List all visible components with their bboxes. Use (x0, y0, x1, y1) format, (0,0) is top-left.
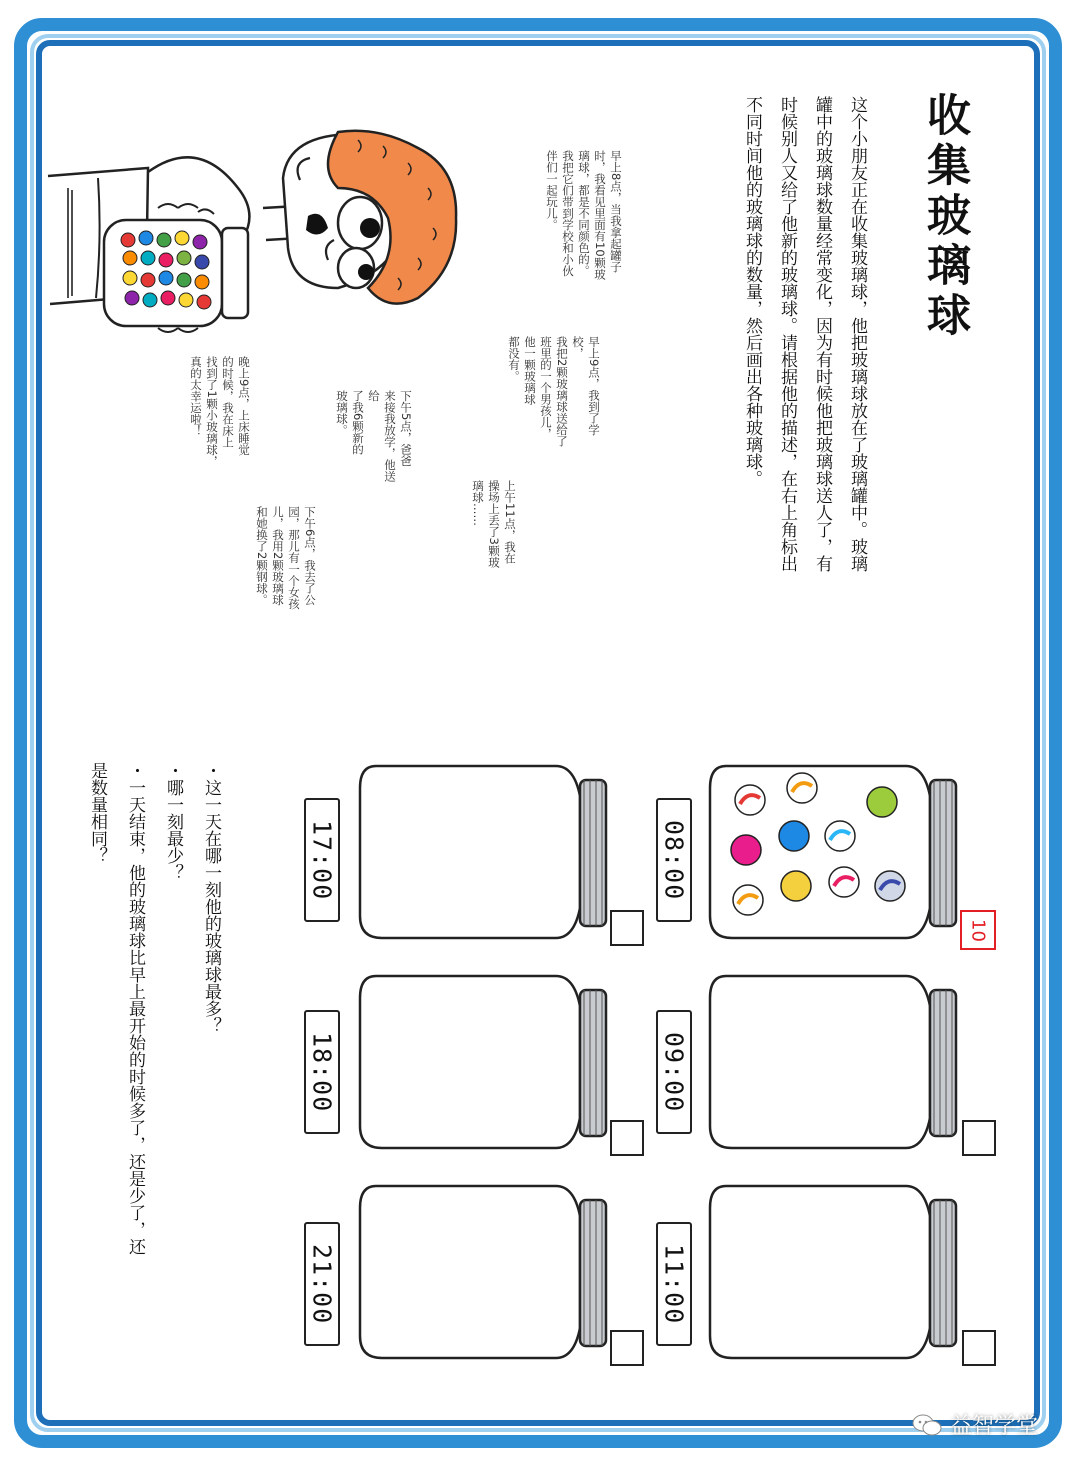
note-17: 下午5点，爸爸 来接我放学，他送给 了我6颗新的 玻璃球。 (335, 390, 413, 482)
note-09: 早上9点，我到了学校， 我把2颗玻璃球送给了 班里的一个男孩儿， 他一颗玻璃球 都没有。 (507, 336, 601, 447)
time-text: 18:00 (307, 1031, 337, 1113)
time-text: 08:00 (659, 819, 689, 901)
time-text: 21:00 (307, 1243, 337, 1325)
count-tag-21[interactable] (610, 1330, 644, 1366)
note-08: 早上8点，当我拿起罐子 时，我看见里面有10颗玻 璃球，都是不同颜色的。 我把它们带到学校和小伙 伴们一起玩儿。 (545, 150, 623, 280)
jar-18 (356, 968, 610, 1158)
watermark (912, 1409, 1038, 1440)
boy-illustration (38, 128, 478, 348)
note-11: 上午11点，我在 操场上丢了3颗玻 璃球…… (471, 480, 517, 568)
count-tag-08[interactable] (960, 910, 996, 950)
note-18: 下午6点，我去了公 园，那儿有一个女孩 儿，我用2颗玻璃球 和她换了2颗钢球。 (255, 506, 317, 610)
count-tag-18[interactable] (610, 1120, 644, 1156)
jar-08 (706, 758, 960, 948)
jar-09 (706, 968, 960, 1158)
time-label-17 (304, 798, 340, 922)
time-text: 09:00 (659, 1031, 689, 1113)
jar-21 (356, 1178, 610, 1368)
count-tag-11[interactable] (962, 1330, 996, 1366)
intro-text: 这个小朋友正在收集玻璃球，他把玻璃球放在了玻璃罐中。玻璃 罐中的玻璃球数量经常变化，因为有时候他把玻璃球送人了，有 时候别人又给了他新的玻璃球。请根据他的描述，在右上角标出 不同时间他的玻璃球的数量，然后画出各种玻璃球。 (742, 96, 867, 572)
time-label-21 (304, 1222, 340, 1346)
time-label-11 (656, 1222, 692, 1346)
count-tag-09[interactable] (962, 1120, 996, 1156)
questions: ・这一天在哪一刻他的玻璃球最多？ ・哪一刻最少？ ・一天结束，他的玻璃球比早上最开始的时候多了，还是少了，还 是数量相同？ (87, 762, 221, 1255)
watermark-text: 益智学堂 (949, 1414, 1038, 1439)
time-label-08 (656, 798, 692, 922)
time-label-09 (656, 1010, 692, 1134)
time-label-18 (304, 1010, 340, 1134)
jar-17 (356, 758, 610, 948)
jar-11 (706, 1178, 960, 1368)
wechat-icon (912, 1413, 942, 1437)
time-text: 11:00 (659, 1243, 689, 1325)
page-title: 收集玻璃球 (919, 92, 970, 342)
count-value: 10 (967, 918, 989, 942)
count-tag-17[interactable] (610, 910, 644, 946)
note-21: 晚上9点，上床睡觉 的时候，我在床上 找到了1颗小玻璃球， 真的太幸运啦！ (189, 356, 251, 467)
time-text: 17:00 (307, 819, 337, 901)
